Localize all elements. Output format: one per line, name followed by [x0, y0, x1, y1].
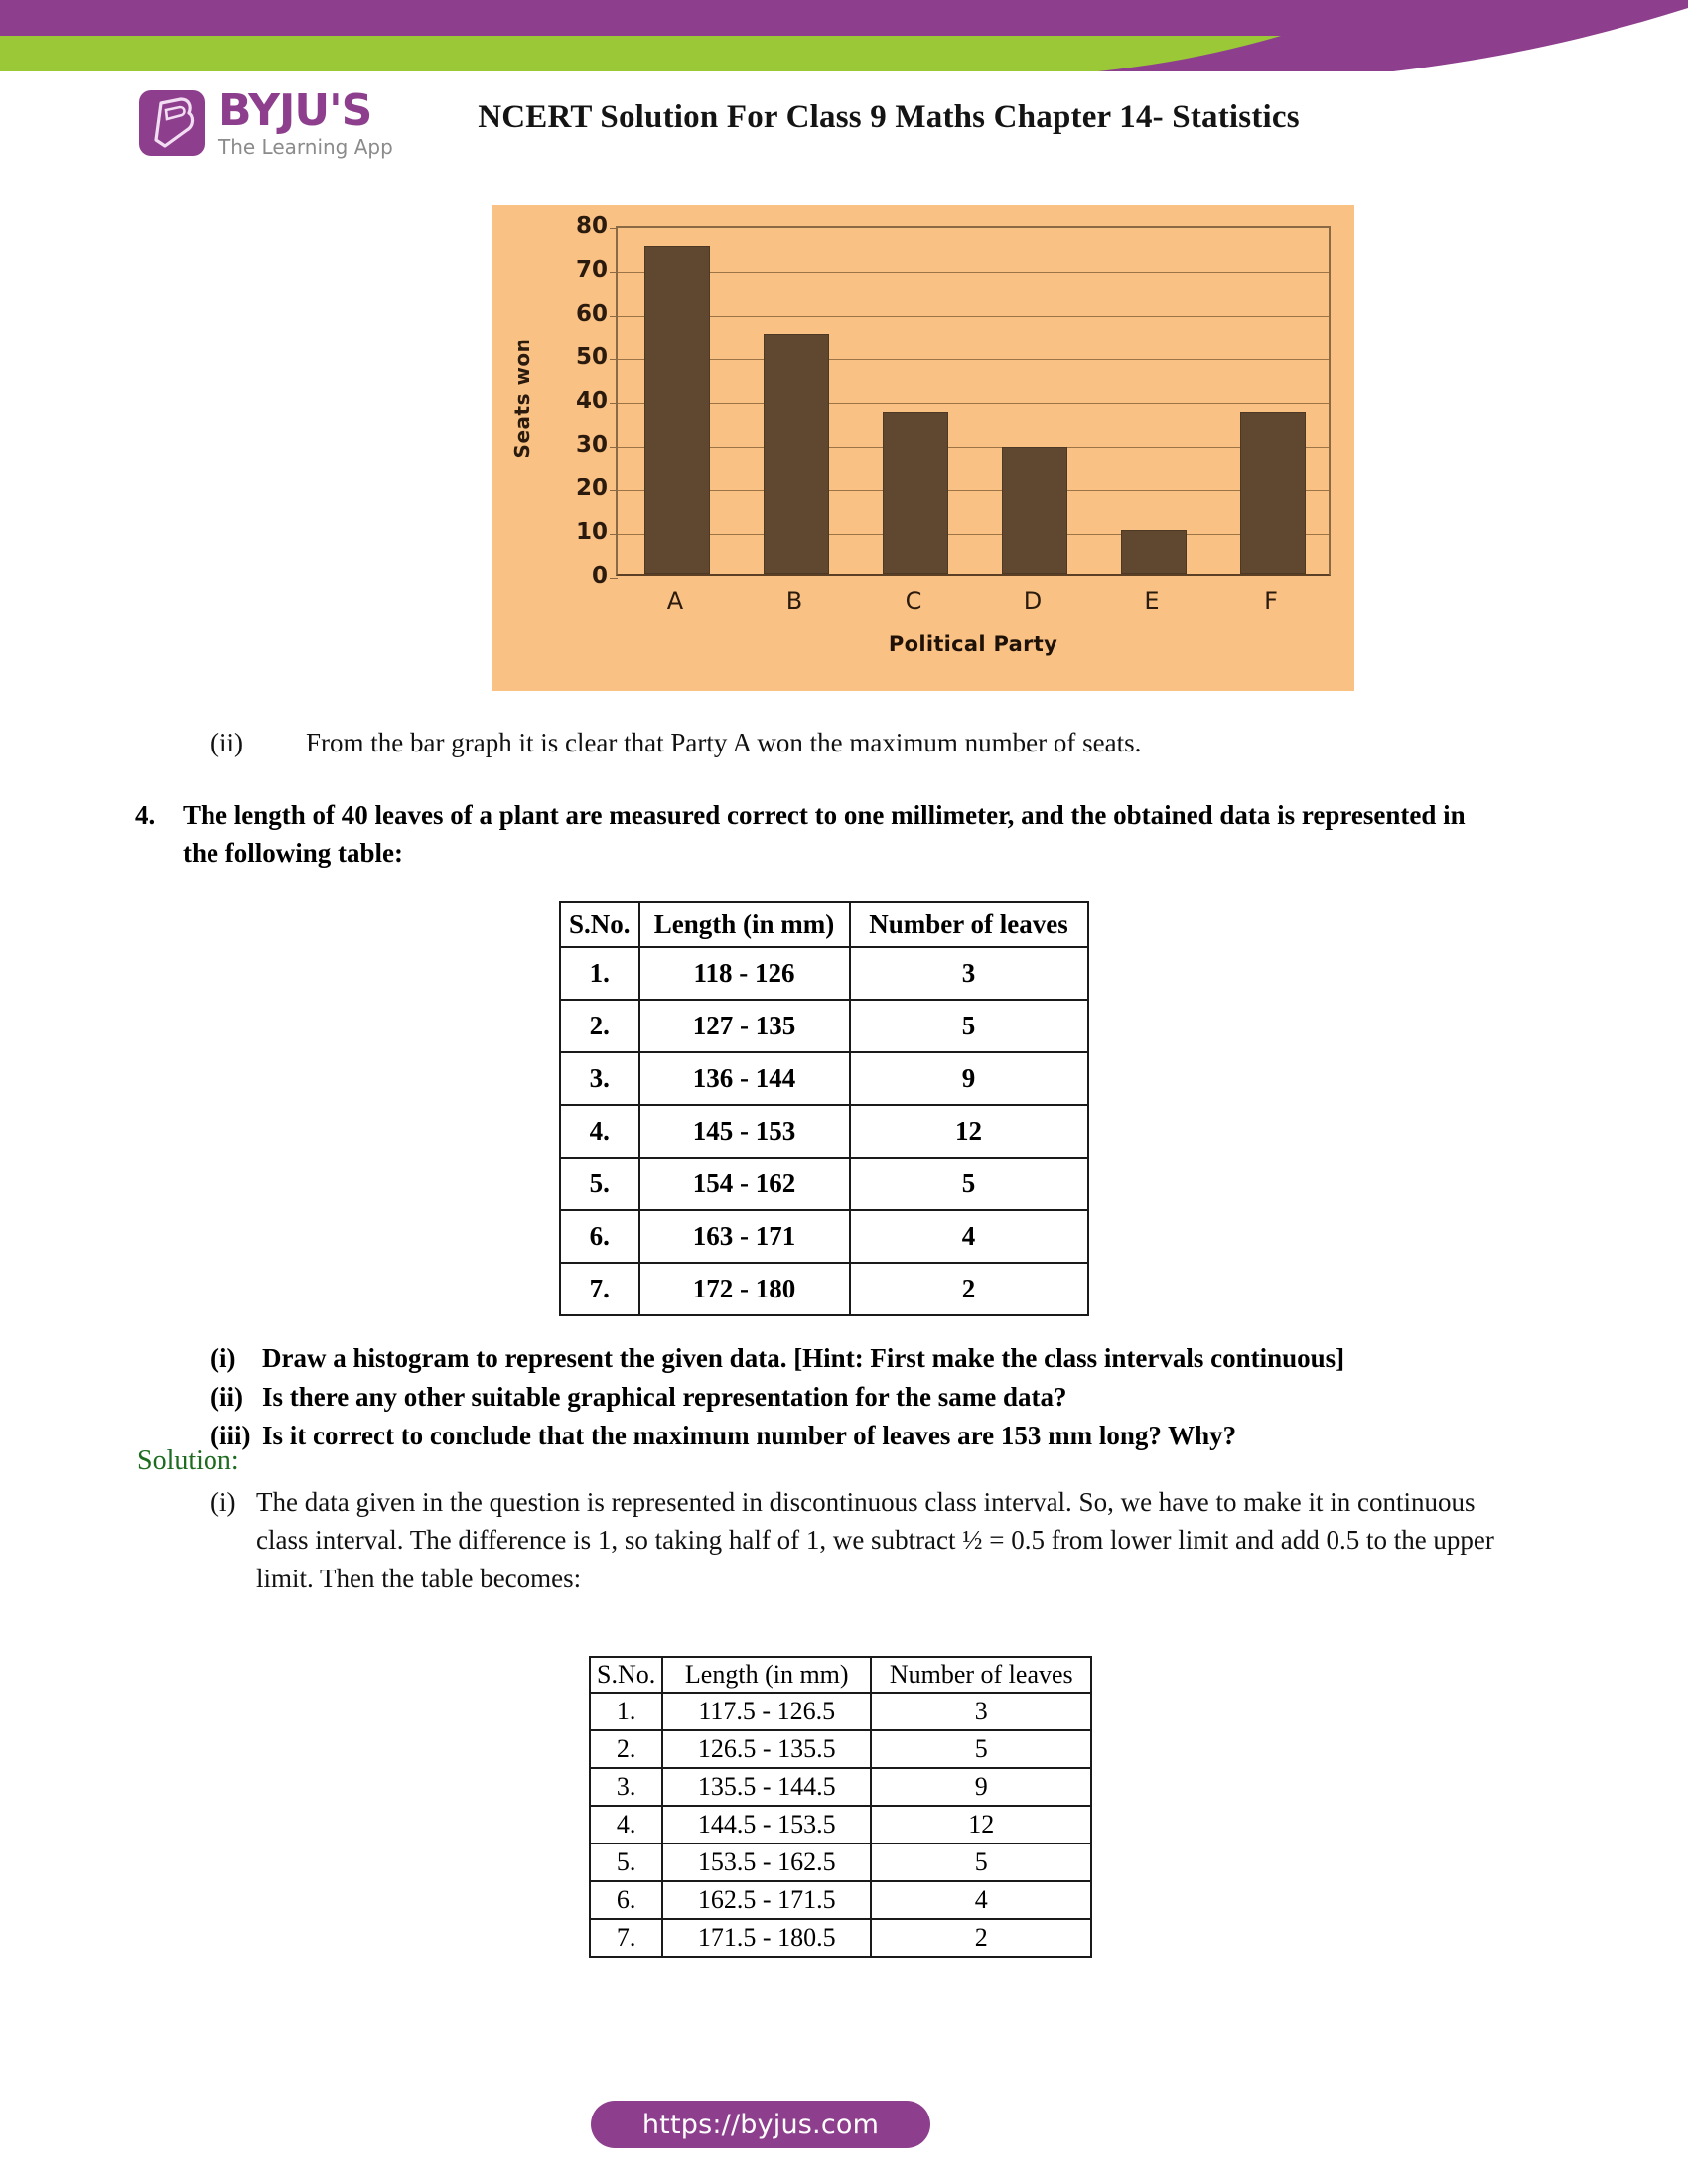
chart-y-tick-label: 40 — [575, 388, 608, 414]
chart-gridline — [618, 272, 1329, 273]
solution-marker: (i) — [211, 1487, 236, 1517]
banner-swoosh-svg — [0, 0, 1688, 71]
table-row — [590, 1919, 1091, 1957]
chart-y-tick-label: 30 — [575, 432, 608, 458]
chart-x-tick-label: D — [1023, 587, 1043, 614]
table-row — [590, 1881, 1091, 1919]
solution-label: Solution: — [137, 1445, 239, 1476]
table-cell: 135.5 - 144.5 — [662, 1768, 871, 1806]
table-row — [560, 1052, 1088, 1105]
continuous-interval-table-container — [589, 1656, 1092, 1958]
answer-ii-paragraph — [211, 725, 1501, 760]
table-cell: 7. — [590, 1919, 662, 1957]
table-header-row — [590, 1657, 1091, 1693]
chart-y-tick — [610, 272, 618, 273]
chart-plot-area — [616, 226, 1331, 576]
chart-gridline — [618, 534, 1329, 535]
solution-paragraph — [211, 1483, 1496, 1597]
solution-text: The data given in the question is represented in discontinuous class interval. So, we have to make it in continuous class interval. The difference is 1, so taking half of 1, we subtract ½ = 0.5 from lower limit and add 0.5 to the upper limit. Then the table becomes: — [256, 1487, 1494, 1593]
chart-x-tick-labels — [616, 587, 1331, 622]
chart-y-tick-label: 60 — [575, 301, 608, 327]
table-cell: 5. — [590, 1843, 662, 1881]
table-cell: 127 - 135 — [639, 1000, 850, 1052]
chart-x-tick-label: F — [1264, 587, 1278, 614]
chart-y-tick-label: 10 — [575, 519, 608, 545]
page-header — [0, 77, 1688, 187]
leaf-length-table-container — [559, 901, 1089, 1316]
subquestion-text: Is there any other suitable graphical representation for the same data? — [262, 1381, 1067, 1412]
bar-chart-figure — [492, 205, 1354, 691]
chart-y-tick — [610, 359, 618, 360]
subquestion-item — [211, 1339, 1541, 1378]
chart-y-tick-label: 20 — [575, 476, 608, 501]
chart-bar — [1002, 447, 1067, 574]
chart-x-tick-label: A — [666, 587, 684, 614]
chart-bar — [644, 246, 710, 574]
chart-y-tick — [610, 490, 618, 491]
table-cell: 4 — [850, 1210, 1088, 1263]
subquestion-text: Draw a histogram to represent the given data. [Hint: First make the class intervals continuous] — [262, 1343, 1345, 1373]
chart-y-tick — [610, 578, 618, 579]
chart-y-tick — [610, 316, 618, 317]
table-row — [560, 1210, 1088, 1263]
table-row — [590, 1843, 1091, 1881]
chart-y-axis-label: Seats won — [510, 338, 534, 459]
table-cell: 145 - 153 — [639, 1105, 850, 1158]
table-cell: 5. — [560, 1158, 639, 1210]
top-decorative-banner — [0, 0, 1688, 71]
chart-y-tick-label: 70 — [575, 257, 608, 283]
table-cell: 6. — [590, 1881, 662, 1919]
table-cell: 117.5 - 126.5 — [662, 1693, 871, 1730]
leaf-length-table — [559, 901, 1089, 1316]
table-cell: 5 — [850, 1158, 1088, 1210]
question-4-number: 4. — [135, 800, 156, 830]
chart-y-tick-label: 80 — [575, 213, 608, 239]
subquestion-marker: (iii) — [211, 1420, 251, 1450]
question-4-text: The length of 40 leaves of a plant are measured correct to one millimeter, and the obtained data is represented in the following table: — [183, 800, 1466, 869]
table-cell: 2. — [560, 1000, 639, 1052]
table-cell: 153.5 - 162.5 — [662, 1843, 871, 1881]
chart-x-tick-label: B — [785, 587, 803, 614]
table-cell: 4. — [560, 1105, 639, 1158]
table-cell: 9 — [850, 1052, 1088, 1105]
subquestion-list — [211, 1339, 1541, 1455]
table-cell: 3. — [590, 1768, 662, 1806]
table-cell: 136 - 144 — [639, 1052, 850, 1105]
table-cell: 4. — [590, 1806, 662, 1843]
table-header-cell: Number of leaves — [850, 902, 1088, 947]
table-cell: 3 — [871, 1693, 1091, 1730]
chart-bar — [764, 334, 829, 574]
chart-x-axis-label: Political Party — [888, 632, 1058, 656]
table-cell: 3 — [850, 947, 1088, 1000]
table-cell: 126.5 - 135.5 — [662, 1730, 871, 1768]
table-header-row — [560, 902, 1088, 947]
banner-green-shape — [0, 36, 1281, 71]
chart-bar — [1121, 530, 1187, 574]
table-cell: 5 — [871, 1730, 1091, 1768]
subquestion-item — [211, 1378, 1541, 1417]
table-cell: 5 — [871, 1843, 1091, 1881]
chart-y-tick-labels — [548, 213, 608, 589]
table-cell: 154 - 162 — [639, 1158, 850, 1210]
table-row — [590, 1806, 1091, 1843]
table-row — [560, 1105, 1088, 1158]
chart-gridline — [618, 316, 1329, 317]
subquestion-marker: (ii) — [211, 1381, 243, 1412]
answer-ii-marker: (ii) — [211, 728, 243, 757]
chart-y-tick-label: 50 — [575, 344, 608, 370]
table-header-cell: S.No. — [590, 1657, 662, 1693]
table-cell: 7. — [560, 1263, 639, 1315]
continuous-interval-table — [589, 1656, 1092, 1958]
table-row — [560, 947, 1088, 1000]
chart-gridline — [618, 490, 1329, 491]
table-header-cell: Length (in mm) — [662, 1657, 871, 1693]
question-4 — [135, 796, 1495, 873]
table-row — [590, 1693, 1091, 1730]
table-cell: 172 - 180 — [639, 1263, 850, 1315]
chart-bar — [883, 412, 948, 574]
chart-y-tick — [610, 403, 618, 404]
table-header-cell: Number of leaves — [871, 1657, 1091, 1693]
table-cell: 3. — [560, 1052, 639, 1105]
chart-y-tick-label: 0 — [591, 563, 608, 589]
table-header-cell: Length (in mm) — [639, 902, 850, 947]
table-cell: 5 — [850, 1000, 1088, 1052]
chart-y-tick — [610, 447, 618, 448]
table-cell: 2 — [850, 1263, 1088, 1315]
chart-y-tick — [610, 534, 618, 535]
chart-gridline — [618, 359, 1329, 360]
page-title: NCERT Solution For Class 9 Maths Chapter 14- Statistics — [478, 99, 1300, 135]
table-cell: 4 — [871, 1881, 1091, 1919]
byjus-url-button[interactable]: https://byjus.com — [591, 2101, 930, 2148]
subquestion-marker: (i) — [211, 1343, 236, 1373]
logo-tagline: The Learning App — [218, 135, 393, 159]
table-row — [560, 1158, 1088, 1210]
table-cell: 162.5 - 171.5 — [662, 1881, 871, 1919]
bar-chart — [492, 205, 1354, 691]
chart-bar — [1240, 412, 1306, 574]
chart-gridline — [618, 447, 1329, 448]
chart-y-tick — [610, 228, 618, 229]
table-row — [590, 1730, 1091, 1768]
chart-x-tick-label: E — [1144, 587, 1160, 614]
table-row — [590, 1768, 1091, 1806]
table-cell: 118 - 126 — [639, 947, 850, 1000]
table-cell: 2. — [590, 1730, 662, 1768]
table-row — [560, 1000, 1088, 1052]
table-cell: 6. — [560, 1210, 639, 1263]
table-cell: 12 — [871, 1806, 1091, 1843]
chart-x-tick-label: C — [905, 587, 922, 614]
table-row — [560, 1263, 1088, 1315]
table-header-cell: S.No. — [560, 902, 639, 947]
subquestion-item — [211, 1417, 1541, 1455]
chart-gridline — [618, 403, 1329, 404]
answer-ii-text: From the bar graph it is clear that Party A won the maximum number of seats. — [306, 728, 1142, 757]
subquestion-text: Is it correct to conclude that the maximum number of leaves are 153 mm long? Why? — [262, 1420, 1237, 1450]
table-cell: 2 — [871, 1919, 1091, 1957]
table-cell: 144.5 - 153.5 — [662, 1806, 871, 1843]
table-cell: 171.5 - 180.5 — [662, 1919, 871, 1957]
table-cell: 1. — [590, 1693, 662, 1730]
table-cell: 1. — [560, 947, 639, 1000]
table-cell: 12 — [850, 1105, 1088, 1158]
logo-name: BYJU'S — [218, 85, 372, 136]
table-cell: 9 — [871, 1768, 1091, 1806]
table-cell: 163 - 171 — [639, 1210, 850, 1263]
